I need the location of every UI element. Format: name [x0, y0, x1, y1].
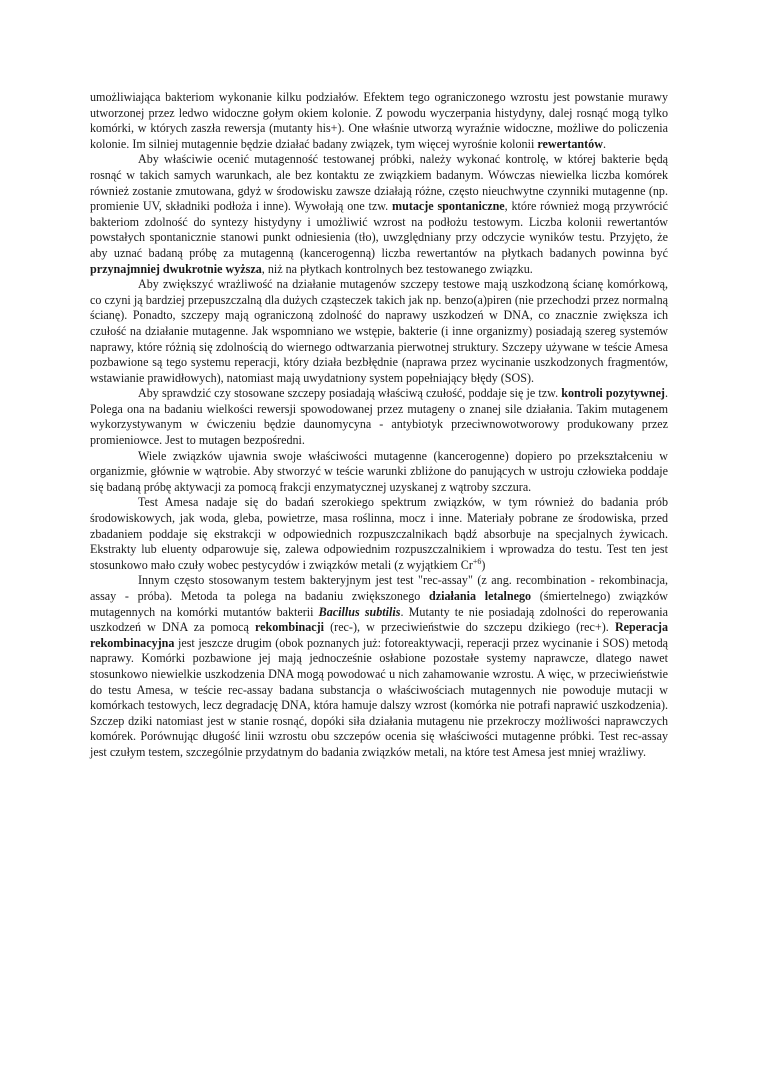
text: (rec-), w przeciwieństwie do szczepu dzikiego (rec+).	[324, 620, 615, 635]
paragraph-6	[90, 495, 668, 573]
text: Test Amesa nadaje się do badań szerokiego spektrum związków, w tym również do badania prób środowiskowych, jak woda, gleba, powietrze, masa roślinna, mocz i inne. Materiały pobrane ze środowiska, przed zbadaniem poddaje się ekstrakcji w odpowiednich rozpuszczalnikach bądź absorbuje na specjalnych żywicach. Ekstrakty lub eluenty odparowuje się, zalewa odpowiednim rozpuszczalnikiem i wprowadza do testu. Test ten jest stosunkowo mało czuły wobec pestycydów i związków metali (z wyjątkiem Cr	[90, 495, 668, 572]
bold-term: Reperacja rekombinacyjna	[90, 620, 668, 650]
text: . Polega ona na badaniu wielkości rewersji spowodowanej przez mutageny o znanej sile działania. Takim mutagenem wykorzystywanym w ćwiczeniu będzie daunomycyna - antybiotyk przeciwnowotworowy produkowany przez promieniowce. Jest to mutagen bezpośredni.	[90, 386, 668, 448]
paragraph-7	[90, 573, 668, 760]
text: , które również mogą przywrócić bakteriom zdolność do syntezy histydyny i umożliwić wzrost na podłożu testowym. Liczba kolonii rewertantów powstałych spontanicznie stanowi punkt odniesienia (tło), uwzględniany przy odczycie wyników testu. Przyjęto, że aby uznać badaną próbę za mutagenną (kancerogenną) liczba rewertantów na płytkach badanych powinna być	[90, 199, 668, 260]
superscript: +6	[472, 556, 482, 566]
text: .	[602, 136, 606, 151]
bold-term: działania letalnego	[429, 589, 532, 603]
bold-term: rewertantów	[537, 136, 603, 151]
paragraph-4	[90, 386, 668, 448]
text: Aby zwiększyć wrażliwość na działanie mutagenów szczepy testowe mają uszkodzoną ścianę komórkową, co czyni ją bardziej przepuszczalną dla dużych cząsteczek takich jak np. benzo(a)piren (nie przechodzi przez normalną ścianę). Ponadto, szczepy mają ograniczoną zdolność do naprawy uszkodzeń w DNA, co znacznie zwiększa ich czułość na działanie mutagenne. Jak wspomniano we wstępie, bakterie (i inne organizmy) posiadają szereg systemów naprawy, które różnią się zdolnością do wiernego odtwarzania pierwotnej struktury. Szczepy używane w teście Amesa pozbawione są tego systemu reperacji, który działa bezbłędnie (naprawa przez wycinanie uszkodzonych fragmentów, wstawianie prawidłowych), natomiast mają uwydatniony system popełniający błędy (SOS).	[90, 277, 668, 385]
text: Wiele związków ujawnia swoje właściwości mutagenne (kancerogenne) dopiero po przekształceniu w organizmie, głównie w wątrobie. Aby stworzyć w teście warunki zbliżone do panujących w ustroju człowieka poddaje się badaną próbę aktywacji za pomocą frakcji enzymatycznej uzyskanej z wątroby szczura.	[90, 448, 668, 494]
text: Aby właściwie ocenić mutagenność testowanej próbki, należy wykonać kontrolę, w której bakterie będą rosnąć w takich samych warunkach, ale bez kontaktu ze związkiem badanym. Wówczas niewielka liczba komórek również zostanie zmutowana, gdyż w środowisku zawsze działają różne, często nieuchwytne czynniki mutagenne (np. promienie UV, składniki podłoża i inne). Wywołają one tzw.	[90, 152, 668, 214]
bold-term: przynajmniej dwukrotnie wyższa	[90, 261, 262, 276]
paragraph-2	[90, 152, 668, 277]
text: Innym często stosowanym testem bakteryjnym jest test "rec-assay" (z ang. recombination - rekombinacja, assay - próba). Metoda ta polega na badaniu zwiększonego	[90, 573, 668, 603]
document-page	[90, 90, 668, 761]
text: (śmiertelnego) związków mutagennych na komórki mutantów bakterii	[90, 589, 668, 619]
text: jest jeszcze drugim (obok poznanych już: fotoreaktywacji, reperacji przez wycinanie i SOS) metodą naprawy. Komórki pozbawione jej mają jednocześnie osłabione pozostałe systemy naprawcze, dlatego nawet stosunkowo niewielkie uszkodzenia DNA mogą powodować u nich zahamowanie wzrostu. A więc, w przeciwieństwie do testu Amesa, w teście rec-assay badana substancja o właściwościach mutagennych nie powoduje mutacji w komórkach testowych, lecz degradację DNA, która hamuje dalszy wzrost (komórka nie potrafi naprawić uszkodzenia). Szczep dziki natomiast jest w stanie rosnąć, dopóki siła działania mutagenu nie przekroczy możliwości naprawczych komórek. Porównując długość linii wzrostu obu szczepów ocenia się właściwości mutagenne próbki. Test rec-assay jest czułym testem, szczególnie przydatnym do badania związków metali, na które test Amesa jest mniej wrażliwy.	[90, 635, 668, 759]
species-name: Bacillus subtilis	[318, 604, 401, 619]
paragraph-3	[90, 277, 668, 386]
text: )	[481, 557, 486, 572]
bold-term: mutacje spontaniczne	[392, 199, 505, 214]
bold-term: rekombinacji	[255, 620, 324, 635]
paragraph-1	[90, 90, 668, 152]
text: , niż na płytkach kontrolnych bez testowanego związku.	[261, 261, 533, 276]
paragraph-5	[90, 449, 668, 496]
text: . Mutanty te nie posiadają zdolności do reperowania uszkodzeń w DNA za pomocą	[90, 604, 668, 635]
text: Aby sprawdzić czy stosowane szczepy posiadają właściwą czułość, poddaje się je tzw.	[138, 386, 562, 401]
bold-term: kontroli pozytywnej	[561, 386, 665, 401]
text: umożliwiająca bakteriom wykonanie kilku podziałów. Efektem tego ograniczonego wzrostu jest powstanie murawy utworzonej przez ledwo widoczne gołym okiem kolonie. Z powodu wyczerpania histydyny, dalej rosnąć mogą tylko komórki, w których zaszła rewersja (mutanty his+). One właśnie utworzą wyraźnie widoczne, możliwe do policzenia kolonie. Im silniej mutagennie będzie działać badany związek, tym więcej wyrośnie kolonii	[90, 90, 668, 151]
